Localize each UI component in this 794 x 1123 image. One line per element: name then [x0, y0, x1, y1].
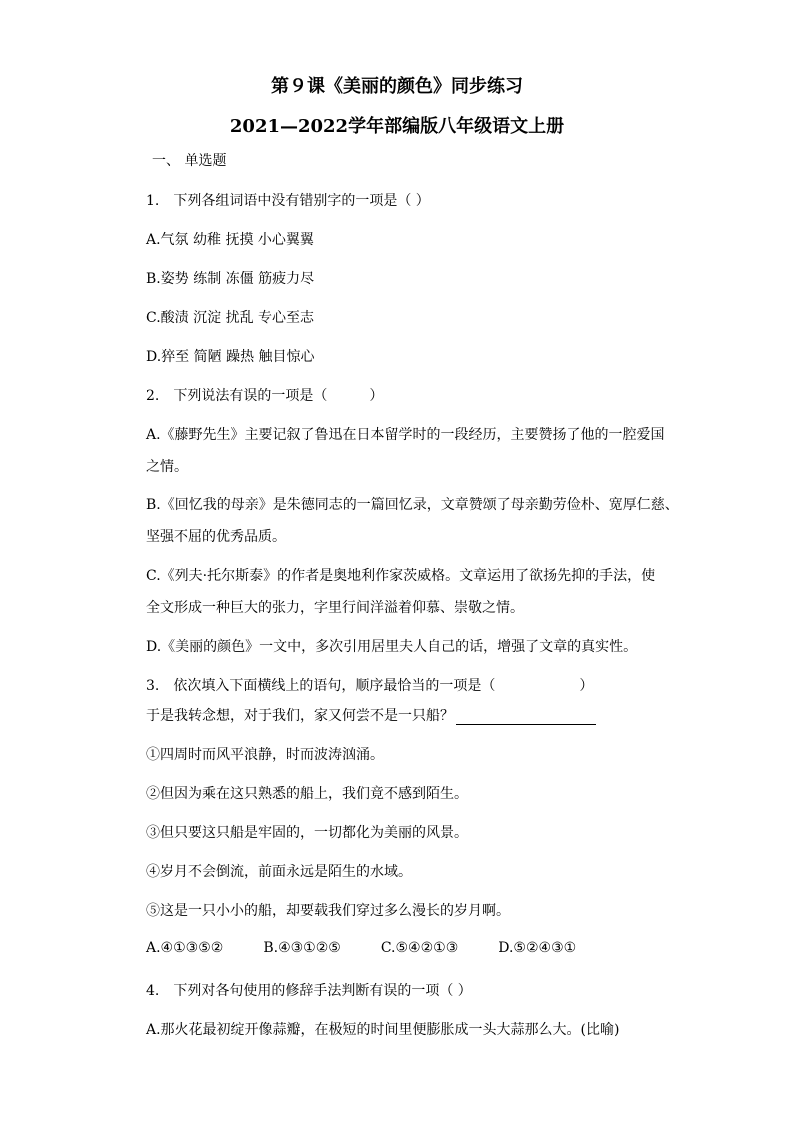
question-4-stem: 4. 下列对各句使用的修辞手法判断有误的一项（ ）	[146, 983, 472, 999]
question-3-sentence-1: ①四周时而风平浪静，时而波涛汹涌。	[146, 747, 384, 763]
question-3-lead	[146, 705, 596, 725]
question-1-option-b: B.姿势 练制 冻僵 筋疲力尽	[146, 271, 315, 287]
question-1-option-a: A.气氛 幼稚 抚摸 小心翼翼	[146, 232, 314, 248]
question-3-sentence-5: ⑤这是一只小小的船，却要载我们穿过多么漫长的岁月啊。	[146, 903, 510, 919]
question-2-option-c-line1: C.《列夫·托尔斯泰》的作者是奥地利作家茨威格。文章运用了欲扬先抑的手法，使	[146, 568, 656, 584]
question-2-option-b-line2: 坚强不屈的优秀品质。	[146, 529, 286, 545]
question-2-stem: 2. 下列说法有误的一项是（ ）	[146, 388, 384, 404]
document-subtitle: 2021—2022学年部编版八年级语文上册	[229, 116, 565, 137]
question-3-option-a: A.④①③⑤②	[146, 940, 224, 956]
question-2-option-a-line2: 之情。	[146, 459, 188, 475]
question-2-option-d: D.《美丽的颜色》一文中，多次引用居里夫人自己的话，增强了文章的真实性。	[146, 639, 638, 655]
question-3-lead-text: 于是我转念想，对于我们，家又何尝不是一只船？	[146, 708, 454, 724]
question-3-options	[146, 940, 616, 956]
question-3-stem: 3. 依次填入下面横线上的语句，顺序最恰当的一项是（ ）	[146, 678, 594, 694]
question-3-option-d: D.⑤②④③①	[498, 940, 577, 956]
document-title: 第９课《美丽的颜色》同步练习	[271, 76, 523, 97]
question-2-option-a-line1: A.《藤野先生》主要记叙了鲁迅在日本留学时的一段经历，主要赞扬了他的一腔爱国	[146, 427, 665, 443]
question-3-sentence-4: ④岁月不会倒流，前面永远是陌生的水域。	[146, 864, 412, 880]
question-3-option-c: C.⑤④②①③	[380, 940, 459, 956]
question-3-blank	[456, 710, 596, 725]
question-1-stem: 1. 下列各组词语中没有错别字的一项是（ ）	[146, 193, 430, 209]
question-4-option-a: A.那火花最初绽开像蒜瓣，在极短的时间里便膨胀成一头大蒜那么大。(比喻)	[146, 1022, 620, 1038]
question-1-option-c: C.酸渍 沉淀 扰乱 专心至志	[146, 310, 315, 326]
question-3-sentence-3: ③但只要这只船是牢固的，一切都化为美丽的风景。	[146, 825, 468, 841]
question-2-option-b-line1: B.《回忆我的母亲》是朱德同志的一篇回忆录，文章赞颂了母亲勤劳俭朴、宽厚仁慈、	[146, 497, 679, 513]
section-heading: 一、 单选题	[152, 153, 227, 169]
question-3-sentence-2: ②但因为乘在这只熟悉的船上，我们竟不感到陌生。	[146, 786, 468, 802]
question-1-option-d: D.猝至 简陋 躁热 触目惊心	[146, 349, 315, 365]
question-3-option-b: B.④③①②⑤	[263, 940, 341, 956]
question-2-option-c-line2: 全文形成一种巨大的张力，字里行间洋溢着仰慕、崇敬之情。	[146, 600, 524, 616]
